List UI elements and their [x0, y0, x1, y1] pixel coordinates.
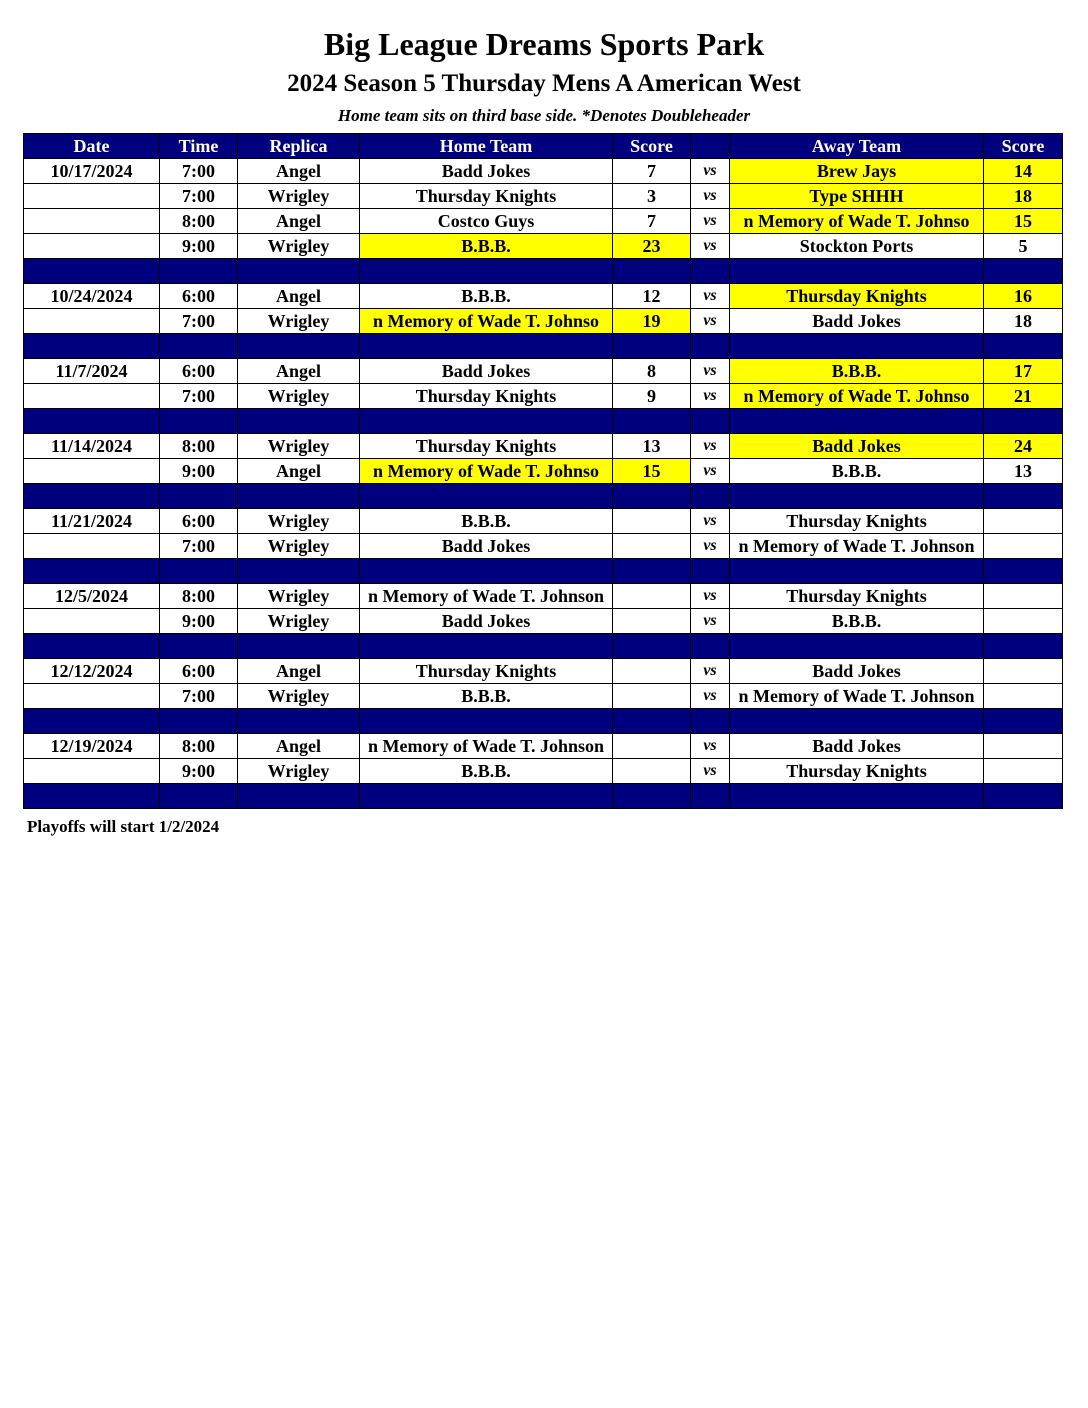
- game-row: [24, 234, 1063, 259]
- away-team-cell: n Memory of Wade T. Johnson: [730, 534, 984, 559]
- vs-cell: vs: [691, 534, 730, 559]
- vs-cell: vs: [691, 584, 730, 609]
- separator-cell: [238, 409, 360, 434]
- separator-cell: [984, 634, 1063, 659]
- separator-cell: [691, 409, 730, 434]
- home-team-cell: Costco Guys: [360, 209, 613, 234]
- home-score-cell: [613, 759, 691, 784]
- separator-cell: [360, 484, 613, 509]
- replica-field-cell: Wrigley: [238, 234, 360, 259]
- home-score-cell: [613, 609, 691, 634]
- away-score-cell: 14: [984, 159, 1063, 184]
- separator-cell: [613, 484, 691, 509]
- home-team-cell: Thursday Knights: [360, 384, 613, 409]
- separator-cell: [730, 709, 984, 734]
- replica-field-cell: Angel: [238, 734, 360, 759]
- home-team-cell: Badd Jokes: [360, 359, 613, 384]
- vs-cell: vs: [691, 209, 730, 234]
- vs-cell: vs: [691, 234, 730, 259]
- separator-cell: [238, 784, 360, 809]
- game-row: [24, 534, 1063, 559]
- date-cell: [24, 209, 160, 234]
- away-team-cell: Badd Jokes: [730, 434, 984, 459]
- time-cell: 9:00: [160, 234, 238, 259]
- separator-cell: [691, 259, 730, 284]
- date-cell: 11/21/2024: [24, 509, 160, 534]
- separator-cell: [691, 334, 730, 359]
- away-team-cell: Type SHHH: [730, 184, 984, 209]
- week-separator-row: [24, 784, 1063, 809]
- away-score-cell: [984, 534, 1063, 559]
- column-header-away-team: Away Team: [730, 134, 984, 159]
- away-score-cell: 24: [984, 434, 1063, 459]
- separator-cell: [238, 634, 360, 659]
- separator-cell: [24, 334, 160, 359]
- time-cell: 6:00: [160, 509, 238, 534]
- separator-cell: [613, 409, 691, 434]
- away-score-cell: 13: [984, 459, 1063, 484]
- home-score-cell: [613, 534, 691, 559]
- home-score-cell: [613, 659, 691, 684]
- replica-field-cell: Wrigley: [238, 759, 360, 784]
- away-score-cell: 21: [984, 384, 1063, 409]
- away-score-cell: [984, 509, 1063, 534]
- away-team-cell: Badd Jokes: [730, 309, 984, 334]
- date-cell: [24, 384, 160, 409]
- separator-cell: [691, 559, 730, 584]
- away-score-cell: 18: [984, 184, 1063, 209]
- replica-field-cell: Angel: [238, 284, 360, 309]
- column-header-date: Date: [24, 134, 160, 159]
- separator-cell: [691, 709, 730, 734]
- home-score-cell: [613, 684, 691, 709]
- separator-cell: [984, 484, 1063, 509]
- replica-field-cell: Angel: [238, 659, 360, 684]
- separator-cell: [730, 784, 984, 809]
- separator-cell: [360, 559, 613, 584]
- replica-field-cell: Angel: [238, 359, 360, 384]
- game-row: [24, 434, 1063, 459]
- separator-cell: [613, 259, 691, 284]
- separator-cell: [24, 709, 160, 734]
- replica-field-cell: Wrigley: [238, 309, 360, 334]
- schedule-table: [23, 133, 1063, 809]
- time-cell: 6:00: [160, 359, 238, 384]
- away-team-cell: Thursday Knights: [730, 509, 984, 534]
- week-separator-row: [24, 559, 1063, 584]
- home-score-cell: [613, 509, 691, 534]
- away-score-cell: 5: [984, 234, 1063, 259]
- home-team-cell: B.B.B.: [360, 684, 613, 709]
- time-cell: 9:00: [160, 759, 238, 784]
- separator-cell: [984, 709, 1063, 734]
- home-score-cell: 8: [613, 359, 691, 384]
- replica-field-cell: Angel: [238, 459, 360, 484]
- game-row: [24, 384, 1063, 409]
- date-cell: [24, 234, 160, 259]
- away-team-cell: Thursday Knights: [730, 284, 984, 309]
- home-score-cell: 13: [613, 434, 691, 459]
- date-cell: 10/17/2024: [24, 159, 160, 184]
- home-team-cell: Badd Jokes: [360, 159, 613, 184]
- time-cell: 7:00: [160, 309, 238, 334]
- date-cell: 11/7/2024: [24, 359, 160, 384]
- vs-cell: vs: [691, 434, 730, 459]
- home-team-cell: Thursday Knights: [360, 434, 613, 459]
- vs-cell: vs: [691, 759, 730, 784]
- separator-cell: [691, 484, 730, 509]
- time-cell: 9:00: [160, 609, 238, 634]
- home-team-cell: B.B.B.: [360, 509, 613, 534]
- date-cell: [24, 184, 160, 209]
- date-cell: 11/14/2024: [24, 434, 160, 459]
- separator-cell: [160, 484, 238, 509]
- game-row: [24, 284, 1063, 309]
- time-cell: 7:00: [160, 184, 238, 209]
- time-cell: 8:00: [160, 584, 238, 609]
- replica-field-cell: Wrigley: [238, 609, 360, 634]
- separator-cell: [984, 784, 1063, 809]
- home-score-cell: 3: [613, 184, 691, 209]
- separator-cell: [730, 259, 984, 284]
- game-row: [24, 584, 1063, 609]
- separator-cell: [730, 559, 984, 584]
- home-team-cell: n Memory of Wade T. Johnson: [360, 584, 613, 609]
- time-cell: 7:00: [160, 684, 238, 709]
- away-team-cell: Thursday Knights: [730, 759, 984, 784]
- separator-cell: [730, 409, 984, 434]
- separator-cell: [360, 709, 613, 734]
- vs-cell: vs: [691, 384, 730, 409]
- date-cell: 10/24/2024: [24, 284, 160, 309]
- time-cell: 7:00: [160, 534, 238, 559]
- date-cell: [24, 534, 160, 559]
- away-score-cell: 17: [984, 359, 1063, 384]
- game-row: [24, 159, 1063, 184]
- home-team-cell: B.B.B.: [360, 759, 613, 784]
- separator-cell: [24, 784, 160, 809]
- replica-field-cell: Wrigley: [238, 509, 360, 534]
- separator-cell: [160, 409, 238, 434]
- game-row: [24, 609, 1063, 634]
- home-team-cell: B.B.B.: [360, 284, 613, 309]
- separator-cell: [984, 334, 1063, 359]
- away-team-cell: B.B.B.: [730, 359, 984, 384]
- separator-cell: [24, 634, 160, 659]
- separator-cell: [160, 559, 238, 584]
- away-score-cell: [984, 684, 1063, 709]
- time-cell: 9:00: [160, 459, 238, 484]
- separator-cell: [24, 484, 160, 509]
- schedule-body: [24, 159, 1063, 809]
- replica-field-cell: Angel: [238, 159, 360, 184]
- schedule-note: Home team sits on third base side. *Denotes Doubleheader: [337, 106, 751, 125]
- week-separator-row: [24, 484, 1063, 509]
- vs-cell: vs: [691, 359, 730, 384]
- away-team-cell: Badd Jokes: [730, 659, 984, 684]
- game-row: [24, 209, 1063, 234]
- separator-cell: [360, 259, 613, 284]
- replica-field-cell: Angel: [238, 209, 360, 234]
- separator-cell: [360, 634, 613, 659]
- date-cell: 12/5/2024: [24, 584, 160, 609]
- separator-cell: [984, 559, 1063, 584]
- home-team-cell: n Memory of Wade T. Johnso: [360, 309, 613, 334]
- home-score-cell: 23: [613, 234, 691, 259]
- time-cell: 8:00: [160, 209, 238, 234]
- replica-field-cell: Wrigley: [238, 684, 360, 709]
- home-score-cell: 15: [613, 459, 691, 484]
- vs-cell: vs: [691, 309, 730, 334]
- column-header-home-score: Score: [613, 134, 691, 159]
- separator-cell: [730, 634, 984, 659]
- home-team-cell: Thursday Knights: [360, 659, 613, 684]
- separator-cell: [613, 559, 691, 584]
- home-score-cell: [613, 734, 691, 759]
- time-cell: 6:00: [160, 284, 238, 309]
- separator-cell: [160, 334, 238, 359]
- date-cell: [24, 684, 160, 709]
- home-team-cell: n Memory of Wade T. Johnson: [360, 734, 613, 759]
- separator-cell: [24, 559, 160, 584]
- game-row: [24, 459, 1063, 484]
- home-team-cell: B.B.B.: [360, 234, 613, 259]
- away-team-cell: B.B.B.: [730, 459, 984, 484]
- game-row: [24, 184, 1063, 209]
- date-cell: 12/19/2024: [24, 734, 160, 759]
- replica-field-cell: Wrigley: [238, 384, 360, 409]
- separator-cell: [613, 634, 691, 659]
- separator-cell: [730, 484, 984, 509]
- column-header-vs: [691, 134, 730, 159]
- away-score-cell: [984, 609, 1063, 634]
- game-row: [24, 759, 1063, 784]
- separator-cell: [238, 334, 360, 359]
- week-separator-row: [24, 259, 1063, 284]
- week-separator-row: [24, 334, 1063, 359]
- home-score-cell: 9: [613, 384, 691, 409]
- away-score-cell: 18: [984, 309, 1063, 334]
- away-score-cell: [984, 584, 1063, 609]
- separator-cell: [24, 409, 160, 434]
- week-separator-row: [24, 709, 1063, 734]
- replica-field-cell: Wrigley: [238, 534, 360, 559]
- date-cell: 12/12/2024: [24, 659, 160, 684]
- column-header-away-score: Score: [984, 134, 1063, 159]
- table-header-row: [24, 134, 1063, 159]
- away-score-cell: [984, 659, 1063, 684]
- page-title: Big League Dreams Sports Park: [323, 26, 765, 62]
- game-row: [24, 684, 1063, 709]
- away-team-cell: Stockton Ports: [730, 234, 984, 259]
- separator-cell: [238, 259, 360, 284]
- time-cell: 8:00: [160, 734, 238, 759]
- separator-cell: [691, 784, 730, 809]
- home-score-cell: 19: [613, 309, 691, 334]
- separator-cell: [613, 334, 691, 359]
- vs-cell: vs: [691, 609, 730, 634]
- replica-field-cell: Wrigley: [238, 184, 360, 209]
- game-row: [24, 659, 1063, 684]
- away-team-cell: Brew Jays: [730, 159, 984, 184]
- home-score-cell: 12: [613, 284, 691, 309]
- game-row: [24, 509, 1063, 534]
- vs-cell: vs: [691, 284, 730, 309]
- separator-cell: [160, 709, 238, 734]
- separator-cell: [730, 334, 984, 359]
- separator-cell: [238, 559, 360, 584]
- separator-cell: [984, 409, 1063, 434]
- time-cell: 6:00: [160, 659, 238, 684]
- away-team-cell: Thursday Knights: [730, 584, 984, 609]
- vs-cell: vs: [691, 159, 730, 184]
- column-header-home-team: Home Team: [360, 134, 613, 159]
- separator-cell: [160, 634, 238, 659]
- vs-cell: vs: [691, 459, 730, 484]
- away-score-cell: 16: [984, 284, 1063, 309]
- date-cell: [24, 609, 160, 634]
- vs-cell: vs: [691, 659, 730, 684]
- week-separator-row: [24, 634, 1063, 659]
- separator-cell: [360, 334, 613, 359]
- playoffs-note: Playoffs will start 1/2/2024: [27, 817, 220, 836]
- separator-cell: [24, 259, 160, 284]
- away-team-cell: B.B.B.: [730, 609, 984, 634]
- vs-cell: vs: [691, 734, 730, 759]
- date-cell: [24, 459, 160, 484]
- home-team-cell: n Memory of Wade T. Johnso: [360, 459, 613, 484]
- away-team-cell: n Memory of Wade T. Johnso: [730, 384, 984, 409]
- replica-field-cell: Wrigley: [238, 434, 360, 459]
- separator-cell: [613, 709, 691, 734]
- away-team-cell: n Memory of Wade T. Johnson: [730, 684, 984, 709]
- separator-cell: [160, 784, 238, 809]
- separator-cell: [613, 784, 691, 809]
- date-cell: [24, 759, 160, 784]
- game-row: [24, 359, 1063, 384]
- away-score-cell: [984, 734, 1063, 759]
- game-row: [24, 734, 1063, 759]
- separator-cell: [160, 259, 238, 284]
- separator-cell: [691, 634, 730, 659]
- home-score-cell: [613, 584, 691, 609]
- vs-cell: vs: [691, 684, 730, 709]
- home-team-cell: Badd Jokes: [360, 534, 613, 559]
- page-subtitle: 2024 Season 5 Thursday Mens A American West: [287, 70, 801, 97]
- time-cell: 7:00: [160, 159, 238, 184]
- away-score-cell: [984, 759, 1063, 784]
- separator-cell: [360, 409, 613, 434]
- home-team-cell: Badd Jokes: [360, 609, 613, 634]
- away-team-cell: Badd Jokes: [730, 734, 984, 759]
- away-team-cell: n Memory of Wade T. Johnso: [730, 209, 984, 234]
- separator-cell: [238, 709, 360, 734]
- home-score-cell: 7: [613, 209, 691, 234]
- game-row: [24, 309, 1063, 334]
- separator-cell: [984, 259, 1063, 284]
- week-separator-row: [24, 409, 1063, 434]
- home-score-cell: 7: [613, 159, 691, 184]
- column-header-time: Time: [160, 134, 238, 159]
- away-score-cell: 15: [984, 209, 1063, 234]
- vs-cell: vs: [691, 184, 730, 209]
- home-team-cell: Thursday Knights: [360, 184, 613, 209]
- date-cell: [24, 309, 160, 334]
- separator-cell: [238, 484, 360, 509]
- time-cell: 7:00: [160, 384, 238, 409]
- separator-cell: [360, 784, 613, 809]
- vs-cell: vs: [691, 509, 730, 534]
- column-header-replica: Replica: [238, 134, 360, 159]
- replica-field-cell: Wrigley: [238, 584, 360, 609]
- time-cell: 8:00: [160, 434, 238, 459]
